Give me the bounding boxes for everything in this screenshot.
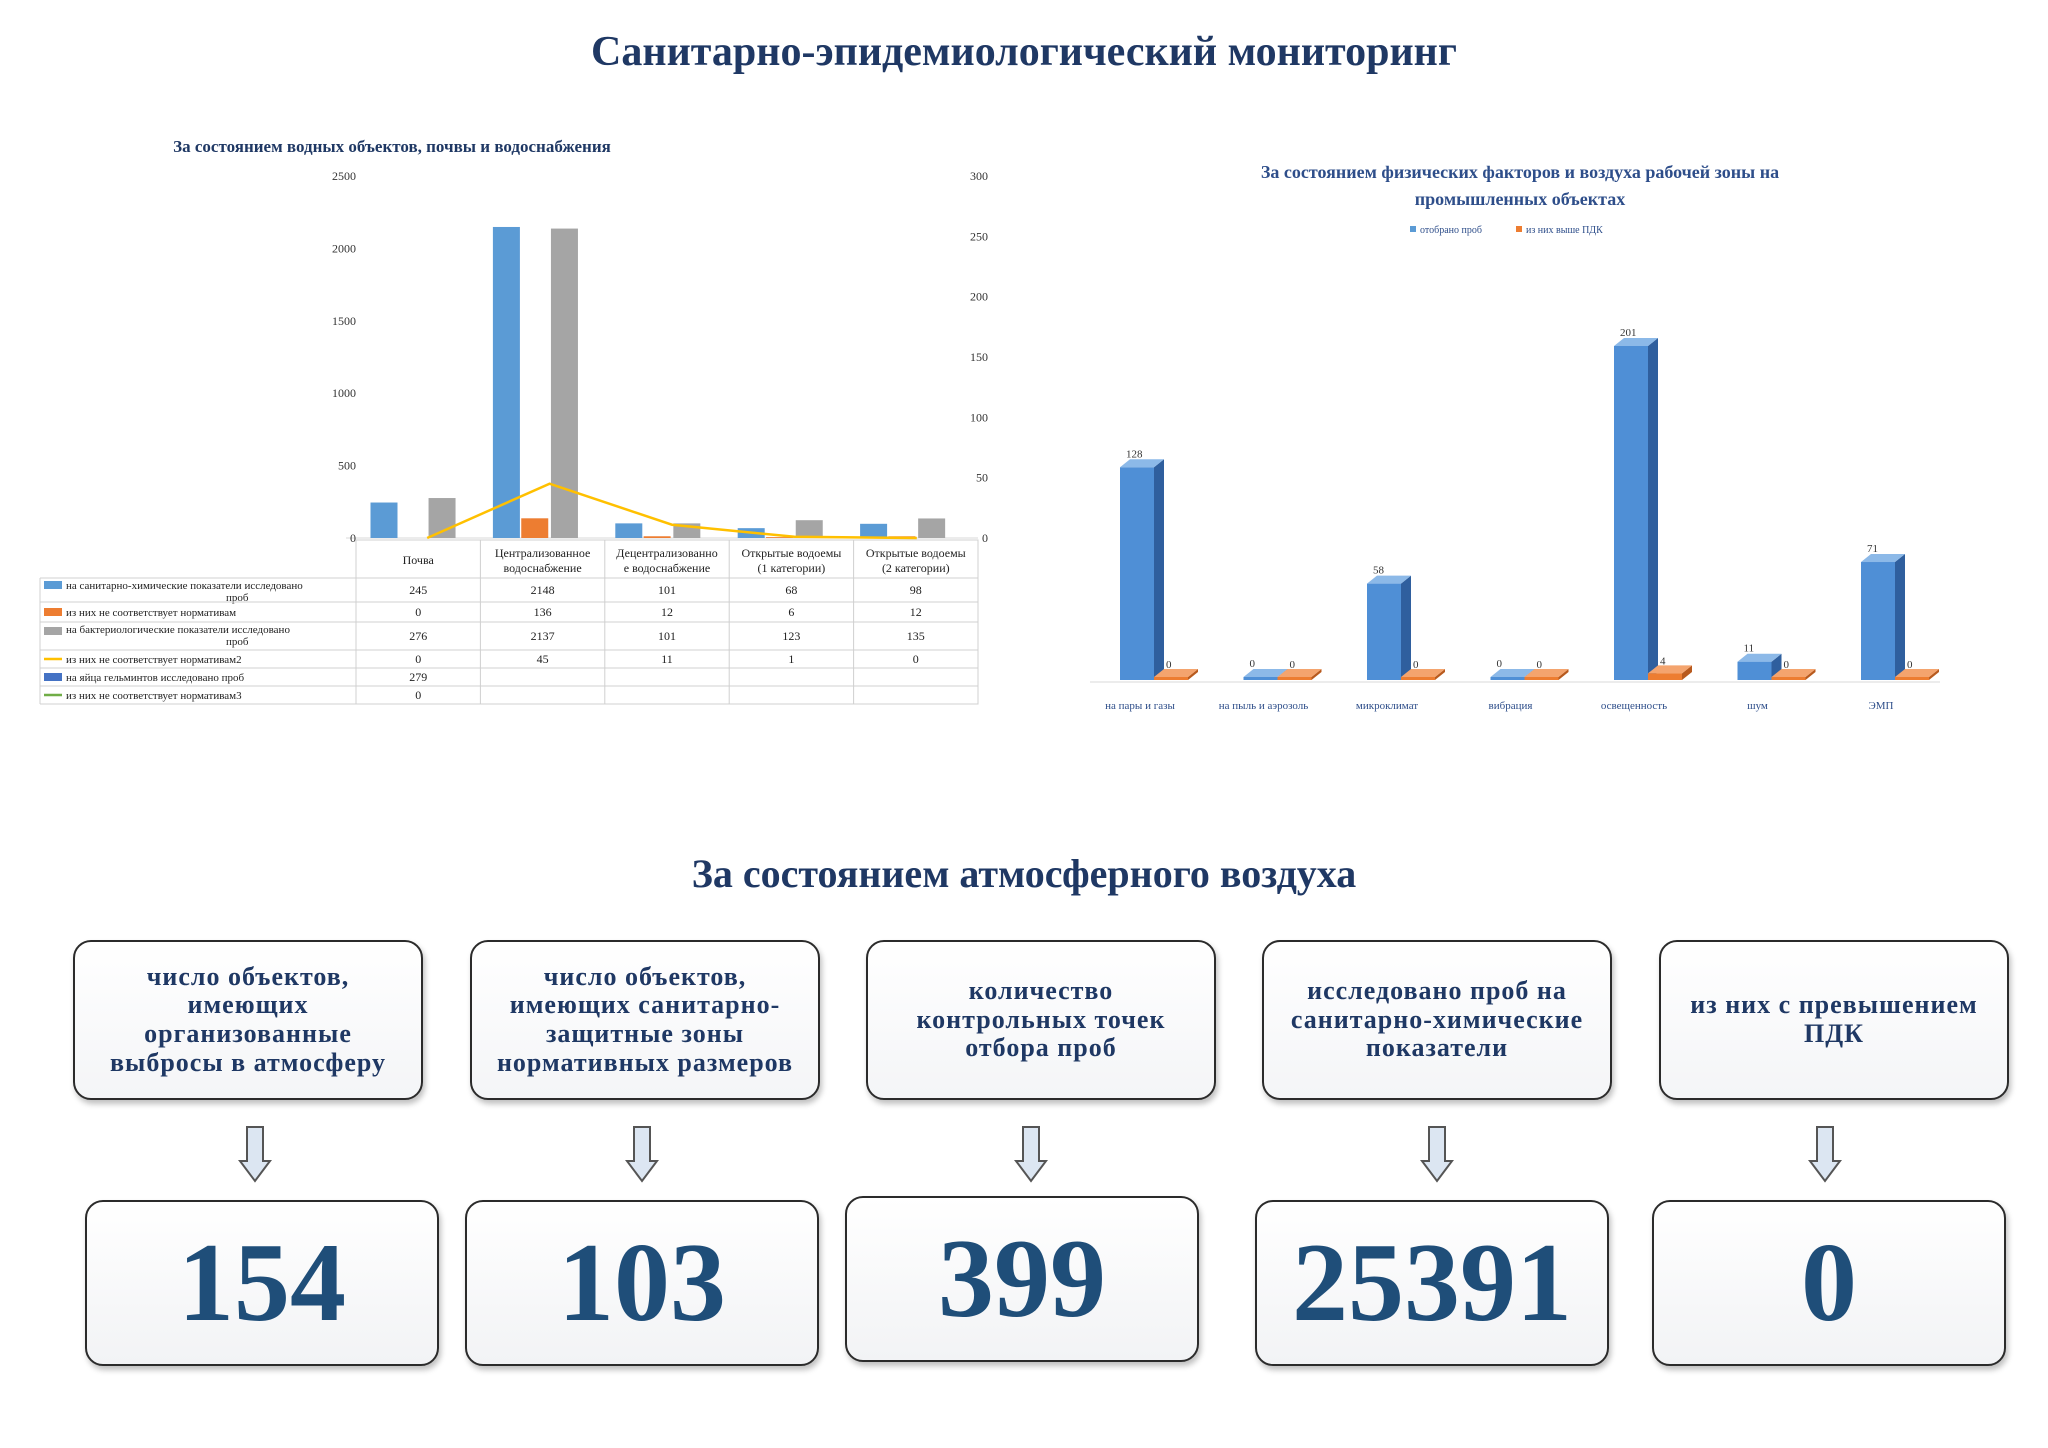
arrow-down-icon bbox=[625, 1125, 659, 1183]
table-cell: 2137 bbox=[530, 629, 555, 643]
y-tick-label: 1500 bbox=[332, 313, 356, 328]
series-label: на санитарно-химические показатели исследовано bbox=[66, 580, 303, 592]
bar bbox=[1154, 677, 1188, 680]
series-label: проб bbox=[226, 592, 249, 604]
table-cell: 0 bbox=[415, 605, 422, 619]
bar bbox=[615, 523, 642, 538]
table-cell: 0 bbox=[912, 652, 919, 666]
y-tick-label: 2000 bbox=[332, 241, 356, 256]
bar bbox=[1614, 346, 1648, 680]
legend-key bbox=[44, 627, 62, 635]
table-cell: 136 bbox=[533, 605, 552, 619]
table-cell: 68 bbox=[785, 583, 798, 597]
data-label: 0 bbox=[1536, 659, 1542, 671]
series-label: на яйца гельминтов исследовано проб bbox=[66, 672, 245, 684]
bar bbox=[1401, 677, 1435, 680]
table-cell: 12 bbox=[909, 605, 922, 619]
physical-factors-chart bbox=[1070, 150, 1950, 750]
legend-key bbox=[44, 608, 62, 616]
y2-tick-label: 250 bbox=[970, 229, 988, 244]
category-label: на пыль и аэрозоль bbox=[1218, 700, 1309, 712]
series-label: из них не соответствует нормативам3 bbox=[66, 690, 242, 702]
indicator-label-samples: исследовано проб на санитарно-химические показатели bbox=[1262, 940, 1612, 1100]
category-label: Почва bbox=[402, 553, 434, 567]
bar bbox=[1491, 677, 1525, 680]
table-cell: 11 bbox=[661, 652, 673, 666]
data-label: 0 bbox=[1249, 658, 1255, 670]
table-cell: 101 bbox=[658, 629, 676, 643]
data-label: 0 bbox=[1289, 659, 1295, 671]
bar bbox=[1367, 584, 1401, 680]
category-label: е водоснабжение bbox=[623, 561, 711, 575]
data-label: 0 bbox=[1413, 659, 1419, 671]
table-cell: 0 bbox=[415, 652, 422, 666]
category-label: ЭМП bbox=[1868, 700, 1894, 712]
y2-tick-label: 150 bbox=[970, 350, 988, 364]
table-cell: 101 bbox=[658, 583, 676, 597]
y-tick-label: 500 bbox=[338, 458, 356, 473]
series-label: из них не соответствует нормативам2 bbox=[66, 654, 242, 666]
y2-tick-label: 100 bbox=[970, 410, 988, 425]
bar bbox=[918, 518, 945, 538]
data-label: 58 bbox=[1373, 564, 1384, 577]
table-cell: 6 bbox=[788, 605, 795, 619]
indicator-value-emissions: 154 bbox=[85, 1200, 439, 1366]
legend-swatch bbox=[1410, 226, 1416, 232]
chart-title: За состоянием водных объектов, почвы и водоснабжения bbox=[173, 137, 611, 156]
data-label: 0 bbox=[1783, 659, 1789, 671]
indicator-label-emissions: число объектов, имеющих организованные выбросы в атмосферу bbox=[73, 940, 423, 1100]
bar bbox=[493, 227, 520, 538]
arrow-down-icon bbox=[238, 1125, 272, 1183]
indicator-value-control-points: 399 bbox=[845, 1196, 1199, 1362]
bar bbox=[1648, 673, 1682, 680]
chart-title-line-2: промышленных объектах bbox=[1414, 189, 1626, 209]
indicator-label-exceedances: из них с превышением ПДК bbox=[1659, 940, 2009, 1100]
bar bbox=[1120, 467, 1154, 680]
bar-side bbox=[1648, 338, 1658, 680]
legend-key bbox=[44, 581, 62, 589]
series-label: проб bbox=[226, 636, 249, 648]
category-label: Открытые водоемы bbox=[741, 546, 842, 560]
category-label: водоснабжение bbox=[503, 561, 582, 575]
table-cell: 0 bbox=[415, 688, 422, 702]
bar bbox=[644, 536, 671, 538]
category-label: Децентрализованно bbox=[616, 546, 718, 560]
category-label: шум bbox=[1747, 700, 1768, 712]
bar bbox=[371, 503, 398, 538]
category-label: вибрация bbox=[1488, 700, 1533, 712]
data-label: 71 bbox=[1867, 543, 1878, 556]
table-cell: 1 bbox=[788, 652, 795, 666]
page-title: Санитарно-эпидемиологический мониторинг bbox=[591, 29, 1457, 75]
legend-swatch bbox=[1516, 226, 1522, 232]
category-label: освещенность bbox=[1600, 700, 1668, 712]
bar bbox=[796, 520, 823, 538]
bar bbox=[1244, 677, 1278, 680]
table-cell: 135 bbox=[906, 629, 925, 643]
category-label: (1 категории) bbox=[757, 561, 826, 575]
data-label: 128 bbox=[1126, 448, 1143, 461]
bar-side bbox=[1895, 554, 1905, 680]
category-label: на пары и газы bbox=[1105, 700, 1175, 712]
y-tick-label: 0 bbox=[350, 531, 356, 545]
data-label: 0 bbox=[1166, 659, 1172, 671]
table-cell: 12 bbox=[661, 605, 673, 619]
data-label: 0 bbox=[1496, 658, 1502, 670]
table-cell: 245 bbox=[409, 583, 428, 597]
series-label: из них не соответствует нормативам bbox=[66, 607, 237, 619]
table-cell: 123 bbox=[782, 629, 801, 643]
category-label: микроклимат bbox=[1355, 700, 1419, 712]
y2-tick-label: 200 bbox=[970, 289, 988, 304]
bar bbox=[1861, 562, 1895, 680]
indicator-value-samples: 25391 bbox=[1255, 1200, 1609, 1366]
table-cell: 276 bbox=[409, 629, 428, 643]
data-label: 4 bbox=[1660, 655, 1666, 668]
category-label: Открытые водоемы bbox=[865, 546, 966, 560]
indicator-value-exceedances: 0 bbox=[1652, 1200, 2006, 1366]
table-cell: 98 bbox=[909, 583, 922, 597]
indicator-label-control-points: количество контрольных точек отбора проб bbox=[866, 940, 1216, 1100]
bar bbox=[1278, 677, 1312, 680]
table-cell: 279 bbox=[409, 670, 428, 684]
category-label: Централизованное bbox=[494, 546, 591, 560]
chart-title-line-1: За состоянием физических факторов и воздуха рабочей зоны на bbox=[1260, 162, 1780, 182]
data-label: 0 bbox=[1907, 659, 1913, 671]
bar bbox=[1525, 677, 1559, 680]
legend-label: из них выше ПДК bbox=[1526, 225, 1603, 236]
bar bbox=[1895, 677, 1929, 680]
y-tick-label: 1000 bbox=[332, 386, 356, 401]
section-title: За состоянием атмосферного воздуха bbox=[691, 851, 1357, 896]
water-soil-chart bbox=[30, 130, 990, 730]
series-label: на бактериологические показатели исследовано bbox=[66, 624, 290, 636]
bar bbox=[521, 518, 548, 538]
bar bbox=[1772, 677, 1806, 680]
category-label: (2 категории) bbox=[881, 561, 950, 575]
y-tick-label: 2500 bbox=[332, 169, 356, 183]
table-cell: 2148 bbox=[530, 583, 555, 597]
y2-tick-label: 0 bbox=[982, 531, 988, 545]
arrow-down-icon bbox=[1808, 1125, 1842, 1183]
bar-side bbox=[1401, 576, 1411, 680]
table-cell: 45 bbox=[536, 652, 549, 666]
y2-tick-label: 300 bbox=[970, 169, 988, 183]
legend-key bbox=[44, 673, 62, 681]
legend-label: отобрано проб bbox=[1420, 225, 1482, 236]
bar bbox=[1738, 662, 1772, 680]
arrow-down-icon bbox=[1420, 1125, 1454, 1183]
data-label: 201 bbox=[1620, 327, 1637, 339]
y2-tick-label: 50 bbox=[976, 470, 988, 485]
arrow-down-icon bbox=[1014, 1125, 1048, 1183]
indicator-label-sanitary-zones: число объектов, имеющих санитарно-защитные зоны нормативных размеров bbox=[470, 940, 820, 1100]
data-label: 11 bbox=[1743, 642, 1755, 655]
bar bbox=[860, 524, 887, 538]
indicator-value-sanitary-zones: 103 bbox=[465, 1200, 819, 1366]
bar-side bbox=[1154, 459, 1164, 680]
